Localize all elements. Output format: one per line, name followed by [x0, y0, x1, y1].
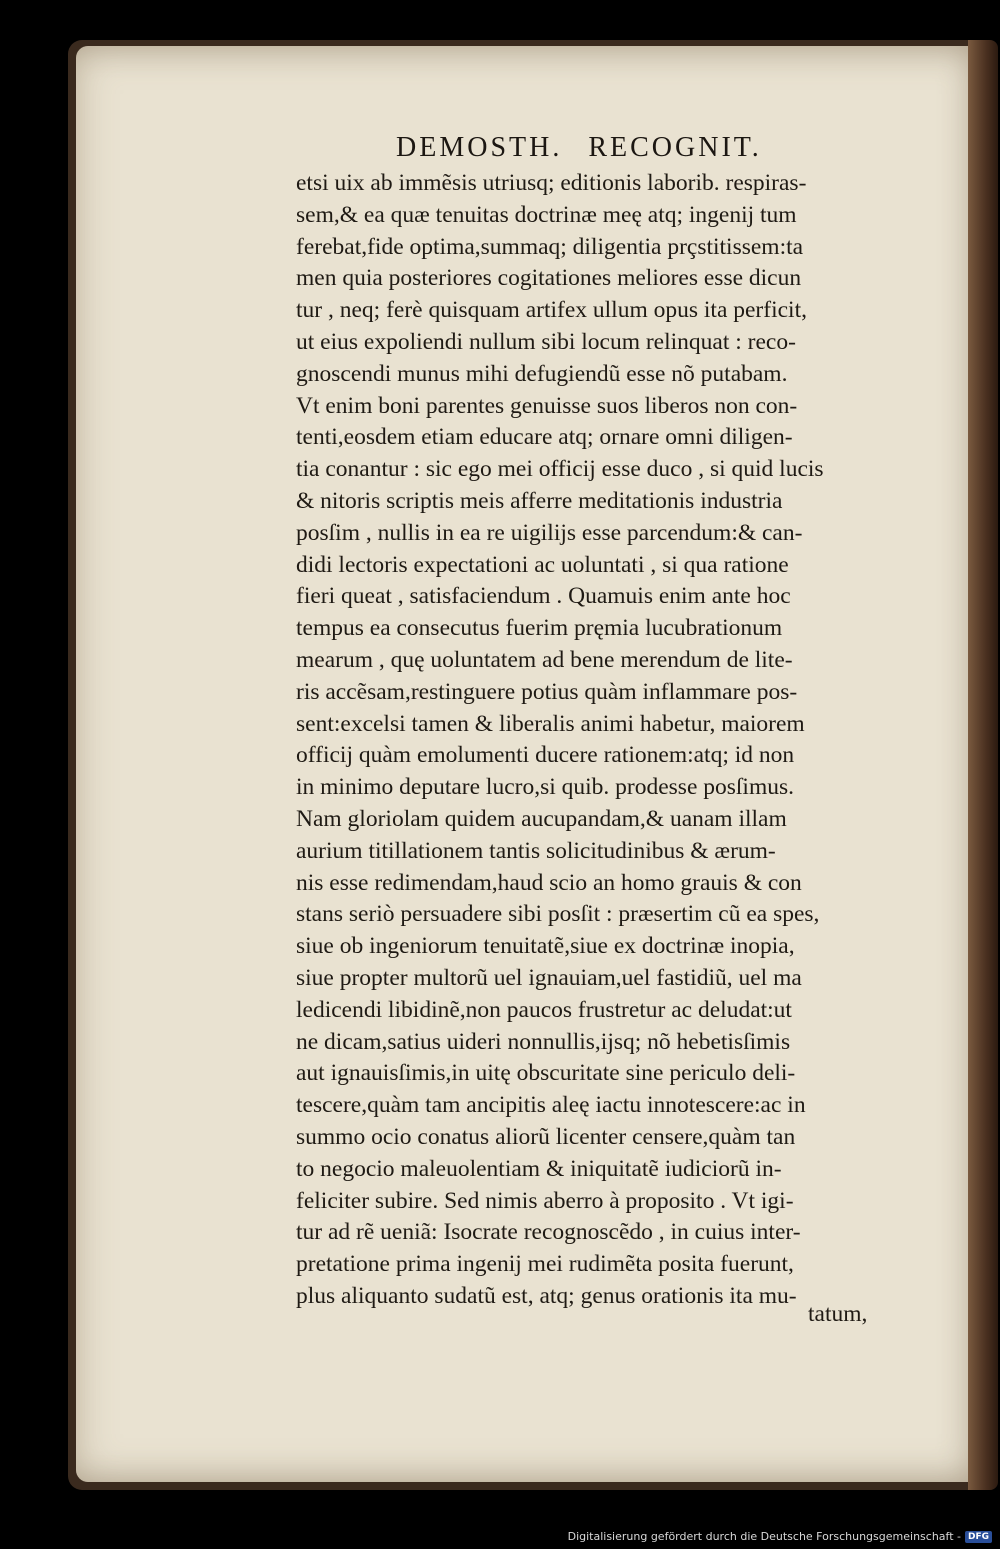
text-line: ledicendi libidinẽ,non paucos frustretur ac deludat:ut: [296, 996, 792, 1023]
text-line: stans seriò persuadere sibi posſit : præsertim cũ ea spes,: [296, 901, 820, 928]
footer-credit-text: Digitalisierung gefördert durch die Deutsche Forschungsgemeinschaft -: [567, 1530, 961, 1543]
text-line: aurium titillationem tantis solicitudinibus & ærum-: [296, 837, 776, 864]
text-line: aut ignauisſimis,in uitę obscuritate sine periculo deli-: [296, 1060, 796, 1087]
text-line: ut eius expoliendi nullum sibi locum relinquat : reco-: [296, 328, 796, 355]
catchword: tatum,: [808, 1301, 868, 1327]
text-line: officij quàm emolumenti ducere rationem:atq; id non: [296, 742, 795, 769]
text-line: Vt enim boni parentes genuisse suos liberos non con-: [296, 392, 798, 419]
dfg-logo: DFG: [965, 1531, 992, 1543]
text-line: didi lectoris expectationi ac uoluntati , si qua ratione: [296, 551, 789, 578]
text-line: mearum , quę uoluntatem ad bene merendum de lite-: [296, 646, 793, 673]
text-line: siue ob ingeniorum tenuitatẽ,siue ex doctrinæ inopia,: [296, 933, 795, 960]
header-word-2: RECOGNIT.: [588, 132, 762, 163]
text-line: etsi uix ab immẽsis utriusq; editionis laborib. respiras-: [296, 170, 807, 196]
running-header: [396, 132, 788, 164]
text-line: ferebat,fide optima,summaq; diligentia prçstitissem:ta: [296, 233, 804, 260]
text-line: men quia posteriores cogitationes meliores esse dicun: [296, 265, 802, 292]
text-line: tenti,eosdem etiam educare atq; ornare omni diligen-: [296, 424, 793, 451]
text-line: tur ad rẽ ueniã: Isocrate recognoscẽdo , in cuius inter-: [296, 1219, 801, 1246]
text-line: plus aliquanto sudatũ est, atq; genus orationis ita mu-: [296, 1282, 797, 1309]
text-line: to negocio maleuolentiam & iniquitatẽ iudiciorũ in-: [296, 1155, 782, 1182]
text-line: siue propter multorũ uel ignauiam,uel fastidiũ, uel ma: [296, 964, 802, 991]
text-line: summo ocio conatus aliorũ licenter censere,quàm tan: [296, 1123, 796, 1150]
text-line: sem,& ea quæ tenuitas doctrinæ meę atq; ingenij tum: [296, 201, 797, 228]
text-line: ne dicam,satius uideri nonnullis,ijsq; nõ hebetisſimis: [296, 1028, 791, 1055]
header-word-1: DEMOSTH.: [396, 132, 563, 163]
book-edge: [968, 40, 998, 1490]
text-line: tempus ea consecutus fuerim pręmia lucubrationum: [296, 615, 783, 642]
text-line: nis esse redimendam,haud scio an homo grauis & con: [296, 869, 802, 896]
text-line: tia conantur : sic ego mei officij esse duco , si quid lucis: [296, 456, 824, 483]
text-line: ris accẽsam,restinguere potius quàm inflammare pos-: [296, 678, 798, 705]
text-line: pretatione prima ingenij mei rudimẽta posita fuerunt,: [296, 1251, 794, 1278]
text-line: posſim , nullis in ea re uigilijs esse parcendum:& can-: [296, 519, 803, 546]
text-line: gnoscendi munus mihi defugiendũ esse nõ putabam.: [296, 360, 788, 387]
text-line: Nam gloriolam quidem aucupandam,& uanam illam: [296, 805, 787, 832]
text-line: sent:excelsi tamen & liberalis animi habetur, maiorem: [296, 710, 805, 737]
text-line: in minimo deputare lucro,si quib. prodesse posſimus.: [296, 774, 795, 801]
text-line: fieri queat , satisfaciendum . Quamuis enim ante hoc: [296, 583, 791, 610]
text-line: feliciter subire. Sed nimis aberro à proposito . Vt igi-: [296, 1187, 794, 1214]
text-line: & nitoris scriptis meis afferre meditationis industria: [296, 487, 783, 514]
body-text: [296, 168, 914, 1313]
footer-credit: [568, 1530, 992, 1543]
text-line: tur , neq; ferè quisquam artifex ullum opus ita perficit,: [296, 297, 807, 324]
text-line: tescere,quàm tam ancipitis aleę iactu innotescere:ac in: [296, 1092, 806, 1119]
